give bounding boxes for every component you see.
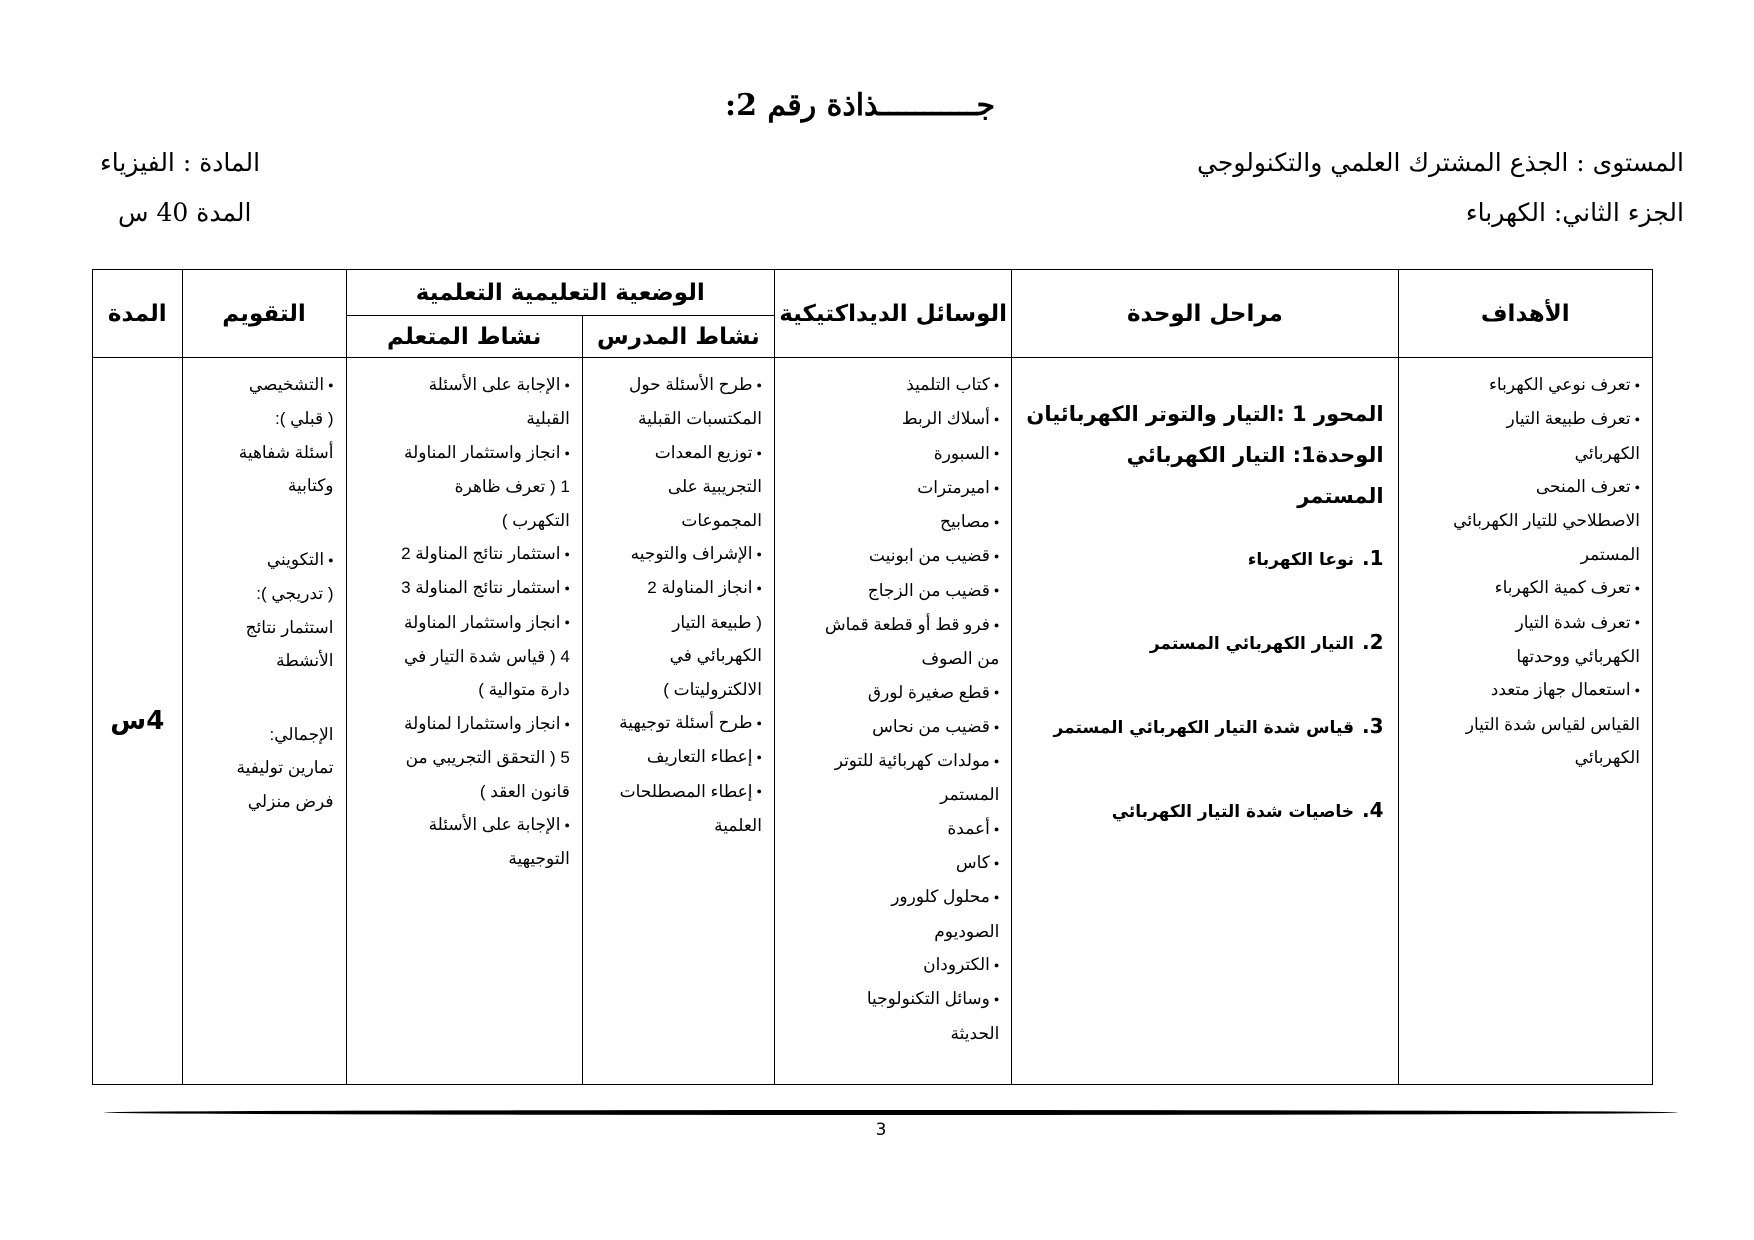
list-item: ● أعمدة [783, 812, 999, 846]
list-item: ● الإشراف والتوجيه [591, 537, 762, 571]
list-item: ● تعرف المنحى [1407, 470, 1640, 504]
stage-text: خاصيات شدة التيار الكهربائي [1111, 802, 1355, 822]
list-item: الالكتروليتات ) [663, 679, 762, 699]
list-item: ● الإجابة على الأسئلة [355, 368, 570, 402]
list-item: ● استعمال جهاز متعدد [1407, 673, 1640, 707]
list-item: المجموعات [681, 510, 762, 530]
list-item: ● مولدات كهربائية للتوتر [783, 744, 999, 778]
list-item: القبلية [526, 409, 570, 429]
list-item: ● توزيع المعدات [591, 436, 762, 470]
list-item: دارة متوالية ) [478, 680, 570, 700]
list-item: 1 ( تعرف ظاهرة [454, 477, 570, 497]
list-item: ● أسلاك الربط [783, 402, 999, 436]
duration-label: المدة 40 س [118, 198, 252, 227]
list-item: أسئلة شفاهية [238, 442, 334, 462]
stage-number: 4. [1362, 798, 1384, 822]
header-stages: مراحل الوحدة [1012, 270, 1398, 358]
list-item: العلمية [714, 815, 762, 835]
list-item: الاصطلاحي للتيار الكهربائي [1453, 511, 1640, 531]
list-item: ● قضيب من ابونيت [783, 539, 999, 573]
means-cell [774, 358, 1011, 1085]
list-item: ● فرو قط أو قطعة قماش [783, 608, 999, 642]
stages-cell [1012, 358, 1398, 1085]
list-item: الكهربائي [1574, 443, 1640, 463]
list-item: ● وسائل التكنولوجيا [783, 982, 999, 1016]
list-item: ● كتاب التلميذ [783, 368, 999, 402]
list-item: استثمار نتائج [245, 617, 334, 637]
objectives-cell [1398, 358, 1652, 1085]
list-item: الأنشطة [276, 651, 334, 671]
header-learner: نشاط المتعلم [346, 316, 582, 358]
stage-item [1020, 795, 1383, 879]
header-situation: الوضعية التعليمية التعلمية [346, 270, 774, 316]
subject-label: المادة : الفيزياء [100, 148, 261, 177]
list-item: الكهربائي ووحدتها [1516, 646, 1640, 666]
list-item: ● طرح أسئلة توجيهية [591, 706, 762, 740]
list-item: من الصوف [921, 649, 1000, 669]
list-item: ● استثمار نتائج المناولة 2 [355, 537, 570, 571]
header-means: الوسائل الديداكتيكية [774, 270, 1011, 358]
list-item: ● إعطاء المصطلحات [591, 775, 762, 809]
page-title: جـــــــــــذاذة رقم 2: [724, 88, 996, 123]
list-item: ● الإجابة على الأسئلة [355, 808, 570, 842]
list-item: ● انجاز المناولة 2 [591, 571, 762, 605]
stage-number: 3. [1362, 714, 1384, 738]
list-item: ● تعرف كمية الكهرباء [1407, 571, 1640, 605]
list-item: التجريبية على [667, 477, 762, 497]
list-item: ● انجاز واستثمارا لمناولة [355, 707, 570, 741]
level-label: المستوى : الجذع المشترك العلمي والتكنولوجي [1197, 148, 1684, 177]
list-item: الصوديوم [934, 921, 1000, 941]
list-item: التوجيهية [508, 849, 570, 869]
list-item: ● محلول كلورور [783, 880, 999, 914]
stage-item [1020, 627, 1383, 711]
list-item: ● التشخيصي [191, 368, 334, 402]
list-item: ● انجاز واستثمار المناولة [355, 606, 570, 640]
list-item: ● استثمار نتائج المناولة 3 [355, 571, 570, 605]
list-item: ● اميرمترات [783, 471, 999, 505]
list-item: ● تعرف نوعي الكهرباء [1407, 368, 1640, 402]
unit-title-cont: المستمر [1297, 484, 1384, 508]
list-item: التكهرب ) [501, 510, 570, 530]
list-item: قانون العقد ) [479, 781, 570, 801]
list-item: ● قضيب من نحاس [783, 710, 999, 744]
list-item: ( طبيعة التيار [672, 612, 762, 632]
header-duration: المدة [93, 270, 183, 358]
list-item: ● السبورة [783, 437, 999, 471]
page-number: 3 [875, 1120, 887, 1140]
list-item: المكتسبات القبلية [638, 409, 762, 429]
list-item: ● مصابيح [783, 505, 999, 539]
list-item: الكهربائي في [669, 646, 762, 666]
footer-divider [104, 1110, 1678, 1115]
duration-cell: 4س [93, 358, 183, 1085]
evaluation-cell [182, 358, 346, 1085]
list-item: ● طرح الأسئلة حول [591, 368, 762, 402]
stage-number: 2. [1362, 630, 1384, 654]
list-item: فرض منزلي [247, 791, 334, 811]
list-item: ● إعطاء التعاريف [591, 740, 762, 774]
list-item: ● انجاز واستثمار المناولة [355, 436, 570, 470]
header-objectives: الأهداف [1398, 270, 1652, 358]
list-item: ● تعرف طبيعة التيار [1407, 402, 1640, 436]
stage-number: 1. [1362, 546, 1384, 570]
list-item: ● تعرف شدة التيار [1407, 606, 1640, 640]
list-item: تمارين توليفية [236, 758, 334, 778]
list-item: الإجمالي: [269, 724, 334, 744]
list-item: ● قضيب من الزجاج [783, 574, 999, 608]
list-item: القياس لقياس شدة التيار [1465, 714, 1640, 734]
list-item: ( تدريجي ): [256, 584, 334, 604]
list-item: ● كاس [783, 846, 999, 880]
axis-title: المحور 1 :التيار والتوتر الكهربائيان [1026, 402, 1384, 426]
stage-text: التيار الكهربائي المستمر [1149, 634, 1355, 654]
list-item: وكتابية [287, 476, 334, 496]
list-item: المستمر [1580, 544, 1640, 564]
unit-title: الوحدة1: التيار الكهربائي [1126, 443, 1384, 467]
stage-item [1020, 543, 1383, 627]
list-item: ● قطع صغيرة لورق [783, 676, 999, 710]
list-item: الحديثة [950, 1023, 1000, 1043]
part-label: الجزء الثاني: الكهرباء [1465, 198, 1684, 227]
lesson-plan-table [92, 269, 1653, 1085]
stage-text: نوعا الكهرباء [1247, 550, 1355, 570]
header-evaluation: التقويم [182, 270, 346, 358]
list-item: ( قبلي ): [274, 409, 334, 429]
list-item: ● الكترودان [783, 948, 999, 982]
list-item: 5 ( التحقق التجريبي من [405, 748, 570, 768]
list-item: المستمر [940, 785, 1000, 805]
header-teacher: نشاط المدرس [582, 316, 774, 358]
list-item: الكهربائي [1574, 748, 1640, 768]
teacher-activity-cell [582, 358, 774, 1085]
stage-item [1020, 711, 1383, 795]
learner-activity-cell [346, 358, 582, 1085]
stage-text: قياس شدة التيار الكهربائي المستمر [1053, 718, 1355, 738]
list-item: 4 ( قياس شدة التيار في [404, 646, 570, 666]
list-item: ● التكويني [191, 543, 334, 577]
